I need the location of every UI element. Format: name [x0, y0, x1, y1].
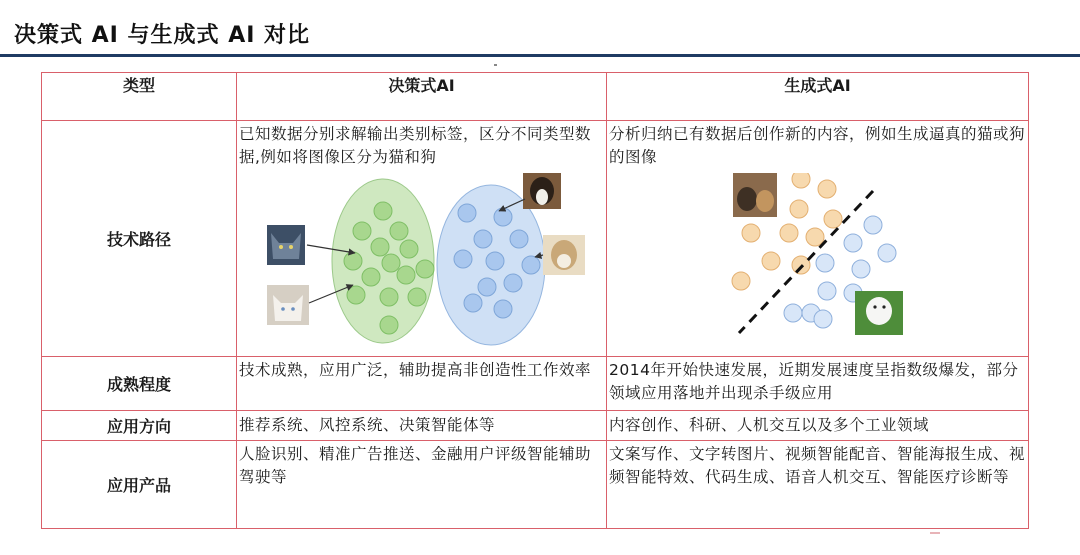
generative-products-text: 文案写作、文字转图片、视频智能配音、智能海报生成、视频智能特效、代码生成、语音人机交互、智能医疗诊断等	[609, 445, 1026, 486]
header-type: 类型	[42, 73, 237, 121]
decision-products-text: 人脸识别、精准广告推送、金融用户评级智能辅助驾驶等	[239, 445, 592, 486]
table-row	[42, 121, 1029, 357]
decision-tech-cell	[237, 121, 607, 357]
table-header-row	[42, 73, 1029, 121]
classification-diagram	[237, 173, 605, 355]
table-row	[42, 411, 1029, 441]
generative-tech-text: 分析归纳已有数据后创作新的内容，例如生成逼真的猫或狗的图像	[609, 125, 1026, 166]
row-label-direction: 应用方向	[42, 411, 237, 441]
row-label-tech-path: 技术路径	[42, 121, 237, 357]
dog-image-right	[543, 235, 585, 275]
cat-image	[733, 173, 777, 217]
row-label-products: 应用产品	[42, 441, 237, 529]
row-label-maturity: 成熟程度	[42, 357, 237, 411]
generation-diagram	[607, 173, 1027, 355]
table-row	[42, 357, 1029, 411]
table-row	[42, 441, 1029, 529]
generative-tech-cell	[607, 121, 1029, 357]
decorative-mark	[930, 532, 940, 534]
header-decision-ai: 决策式AI	[237, 73, 607, 121]
white-cat-image	[267, 285, 309, 325]
grey-cat-image	[267, 225, 305, 265]
decision-direction-text: 推荐系统、风控系统、决策智能体等	[239, 416, 496, 434]
page-title: 决策式 AI 与生成式 AI 对比	[14, 23, 311, 48]
title-rule	[0, 54, 1080, 57]
comparison-table	[41, 72, 1029, 529]
generative-maturity-text: 2014年开始快速发展，近期发展速度呈指数级爆发，部分领域应用落地并出现杀手级应用	[609, 361, 1019, 402]
decision-maturity-text: 技术成熟，应用广泛，辅助提高非创造性工作效率	[239, 361, 592, 379]
decorative-dot	[494, 64, 497, 66]
generative-direction-text: 内容创作、科研、人机交互以及多个工业领域	[609, 416, 930, 434]
decision-tech-text: 已知数据分别求解输出类别标签，区分不同类型数据,例如将图像区分为猫和狗	[239, 125, 592, 166]
header-generative-ai: 生成式AI	[607, 73, 1029, 121]
white-dog-image	[855, 291, 903, 335]
dog-image-top	[523, 173, 561, 209]
